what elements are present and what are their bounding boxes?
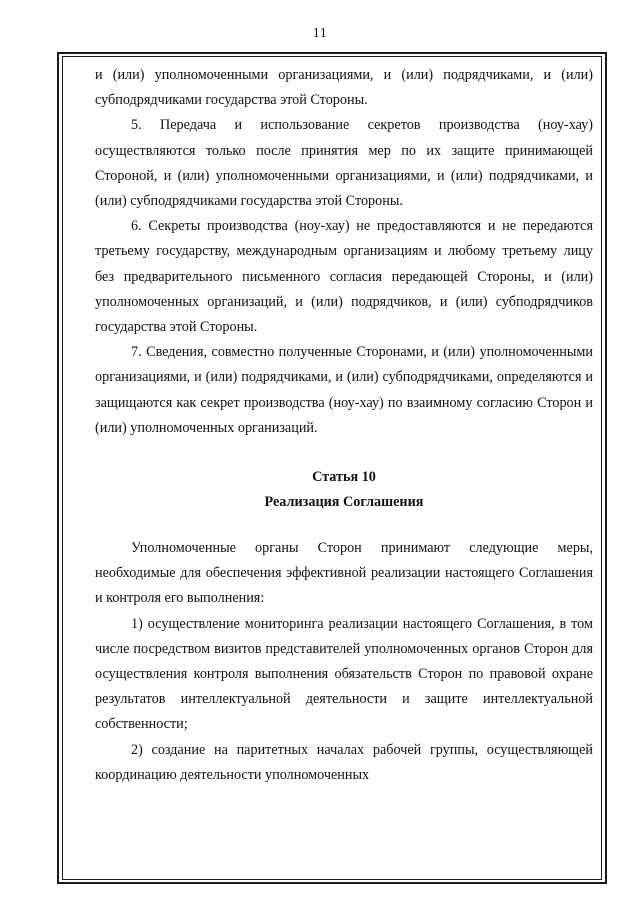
- article-title: Реализация Соглашения: [264, 494, 424, 511]
- paragraph-clause-6: 6. Секреты производства (ноу-хау) не предоставляются и не передаются третьему государству, международным организациям и любому третьему лицу без предварительного письменного согласия передающей Стороны, и (или) уполномоченных организаций, и (или) подрядчиков, и (или) субподрядчиков государства этой Стороны.: [95, 218, 593, 336]
- paragraph-clause-7: 7. Сведения, совместно полученные Сторонами, и (или) уполномоченными организациями, и (или) подрядчиками, и (или) субподрядчиками, определяются и защищаются как секрет производства (ноу-хау) по взаимному согласию Сторон и (или) уполномоченных организаций.: [95, 344, 593, 436]
- article-number: Статья 10: [312, 469, 376, 486]
- paragraph-measure-1: 1) осуществление мониторинга реализации настоящего Соглашения, в том числе посредством визитов представителей уполномоченных органов Сторон для осуществления контроля выполнения обязательств Сторон по правовой охране результатов интеллектуальной деятельности и защите интеллектуальной собственности;: [95, 615, 593, 733]
- document-body: [95, 63, 593, 788]
- paragraph-measure-2: 2) создание на паритетных началах рабочей группы, осуществляющей координацию деятельности уполномоченных: [95, 741, 593, 783]
- paragraph-clause-5: 5. Передача и использование секретов производства (ноу-хау) осуществляются только после принятия мер по их защите принимающей Стороной, и (или) уполномоченными организациями, и (или) подрядчиками, и (или) субподрядчиками государства этой Стороны.: [95, 117, 593, 210]
- paragraph-continuation: и (или) уполномоченными организациями, и (или) подрядчиками, и (или) субподрядчиками государства этой Стороны.: [95, 67, 593, 109]
- page-number: 11: [312, 26, 328, 41]
- paragraph-measures-intro: Уполномоченные органы Сторон принимают следующие меры, необходимые для обеспечения эффективной реализации настоящего Соглашения и контроля его выполнения:: [95, 540, 593, 607]
